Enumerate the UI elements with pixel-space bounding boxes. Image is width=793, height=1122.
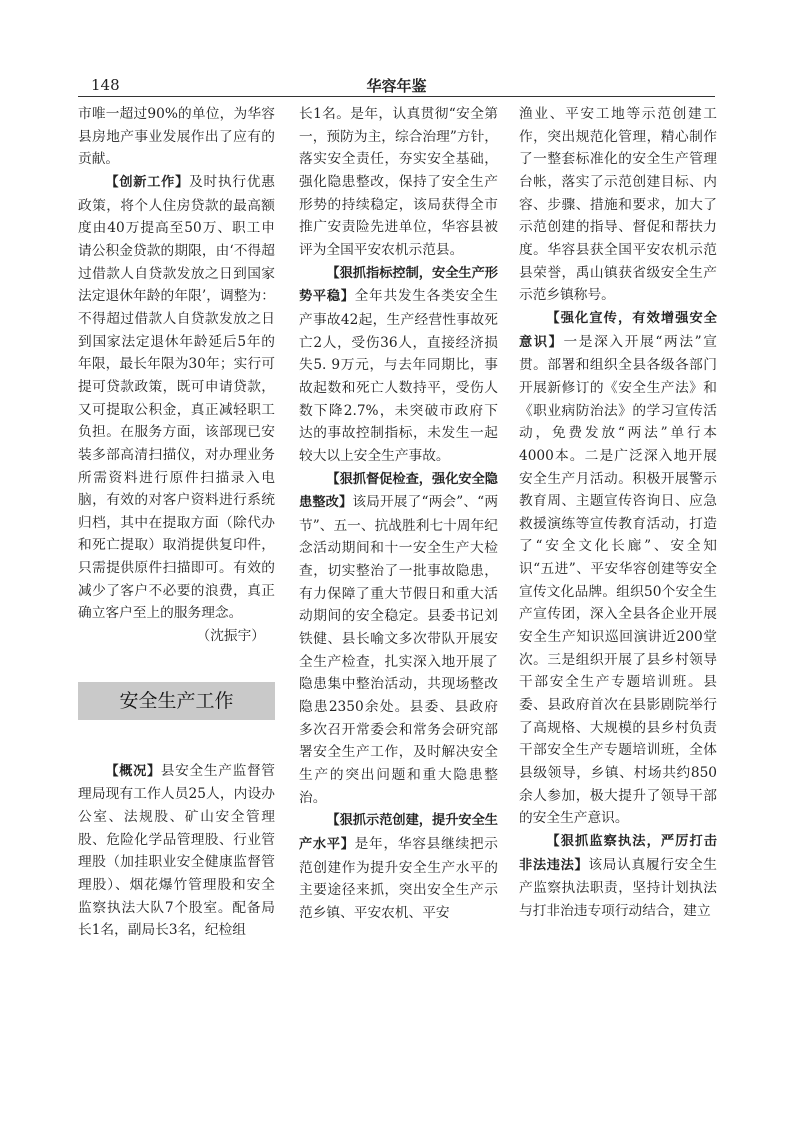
paragraph-demonstration-body: 是年，华容县继续把示范创建作为提升安全生产水平的主要途径来抓，突出安全生产示范乡镇、平安农机、平安 bbox=[299, 836, 498, 921]
column-3 bbox=[519, 103, 717, 923]
column-2 bbox=[299, 103, 498, 925]
page-number: 148 bbox=[91, 76, 120, 94]
paragraph-inspection-body: 该局开展了“两会”、“两节”、五一、抗战胜利七十周年纪念活动期间和十一安全生产大检查，切实整治了一批事故隐患，有力保障了重大节假日和重大活动期间的安全稳定。县委书记刘铁健、县长喻文多次带队开展安全生产检查，扎实深入地开展了隐患集中整治活动，共现场整改隐患2350余处。县委、县政府多次召开常委会和常务会研究部署安全生产工作，及时解决安全生产的突出问题和重大隐患整治。 bbox=[299, 494, 499, 806]
section-heading-innovation: 【创新工作】 bbox=[105, 174, 190, 190]
author-signature: （沈振宇） bbox=[196, 628, 265, 645]
paragraph-publicity-body: 一是深入开展“两法”宣贯。部署和组织全县各级各部门开展新修订的《安全生产法》和《职业病防治法》的学习宣传活动，免费发放“两法”单行本4000本。二是广泛深入地开展安全生产月活动。积极开展警示教育周、主题宣传咨询日、应急救援演练等宣传教育活动，打造了“安全文化长廊”、安全知识“五进”、平安华容创建等安全宣传文化品牌。组织50个安全生产宣传团，深入全县各企业开展安全生产知识巡回演讲近200堂次。三是组织开展了县乡村领导干部安全生产专题培训班。县委、县政府首次在县影剧院举行了高规格、大规模的县乡村负责干部安全生产专题培训班，全体县级领导，乡镇、村场共约850余人参加，极大提升了领导干部的安全生产意识。 bbox=[519, 333, 717, 827]
section-heading-publicity: 【强化宣传，有效增强安全意识】 bbox=[519, 310, 717, 350]
section-heading-indicator-control: 【狠抓指标控制，安全生产形势平稳】 bbox=[299, 265, 498, 305]
paragraph-continuation: 长1名。是年，认真贯彻“安全第一，预防为主，综合治理”方针，落实安全责任，夯实安全基础，强化隐患整改，保持了安全生产形势的持续稳定，该局获得全市推广安责险先进单位，华容县被评为全国平安农机示范县。 bbox=[299, 106, 498, 258]
paragraph-enforcement-body: 该局认真履行安全生产监察执法职责，坚持计划执法与打非治违专项行动结合，建立 bbox=[519, 856, 717, 919]
section-heading-overview: 【概况】 bbox=[105, 763, 161, 779]
paragraph-enforcement bbox=[519, 830, 717, 923]
spacer bbox=[78, 720, 275, 760]
yearbook-title: 华容年鉴 bbox=[366, 77, 427, 95]
paragraph-publicity bbox=[519, 307, 717, 830]
header-rule bbox=[78, 96, 715, 97]
section-heading-inspection: 【狠抓督促检查，强化安全隐患整改】 bbox=[299, 471, 498, 511]
paragraph-innovation-body: 及时执行优惠政策，将个人住房贷款的最高额度由40万提高至50万、职工申请公积金贷款的期限，由‘不得超过借款人自贷款发放之日到国家法定退休年龄的年限’，调整为：不得超过借款人自贷款发放之日到国家法定退休年龄延后5年的年限，最长年限为30年；实行可提可贷款政策，既可申请贷款，又可提取公积金，真正减轻职工负担。在服务方面，该部现已安装多部高清扫描仪，对办理业务所需资料进行原件扫描录入电脑，有效的对客户资料进行系统归档，其中在提取方面（除代办和死亡提取）取消提供复印件，只需提供原件扫描即可。有效的减少了客户不必要的浪费，真正确立客户至上的服务理念。 bbox=[78, 173, 275, 622]
paragraph-inspection bbox=[299, 468, 498, 810]
paragraph-demonstration bbox=[299, 809, 498, 924]
paragraph-overview bbox=[78, 760, 275, 942]
paragraph-continuation: 市唯一超过90%的单位，为华容县房地产事业发展作出了应有的贡献。 bbox=[78, 106, 275, 168]
section-heading-demonstration: 【狠抓示范创建，提升安全生产水平】 bbox=[299, 813, 498, 852]
section-title-banner: 安全生产工作 bbox=[78, 682, 275, 720]
paragraph-continuation: 渔业、平安工地等示范创建工作，突出规范化管理，精心制作了一整套标准化的安全生产管理台帐，落实了示范创建目标、内容、步骤、措施和要求，加大了示范创建的指导、督促和帮扶力度。华容县获全国平安农机示范县荣誉，禹山镇获省级安全生产示范乡镇称号。 bbox=[519, 106, 717, 304]
paragraph-overview-body: 县安全生产监督管理局现有工作人员25人，内设办公室、法规股、矿山安全管理股、危险化学品管理股、行业管理股（加挂职业安全健康监督管理股）、烟花爆竹管理股和安全监察执法大队7个股室。配备局长1名，副局长3名，纪检组 bbox=[78, 762, 275, 939]
section-heading-enforcement: 【狠抓监察执法，严厉打击非法违法】 bbox=[519, 834, 717, 873]
paragraph-indicator-control-body: 全年共发生各类安全生产事故42起，生产经营性事故死亡2人，受伤36人，直接经济损失5. 9万元，与去年同期比，事故起数和死亡人数持平，受伤人数下降2.7%，未突破市政府下达的事故控制指标，未发生一起较大以上安全生产事故。 bbox=[299, 288, 498, 464]
paragraph-indicator-control bbox=[299, 262, 498, 468]
paragraph-innovation bbox=[78, 171, 275, 625]
column-1 bbox=[78, 103, 275, 942]
